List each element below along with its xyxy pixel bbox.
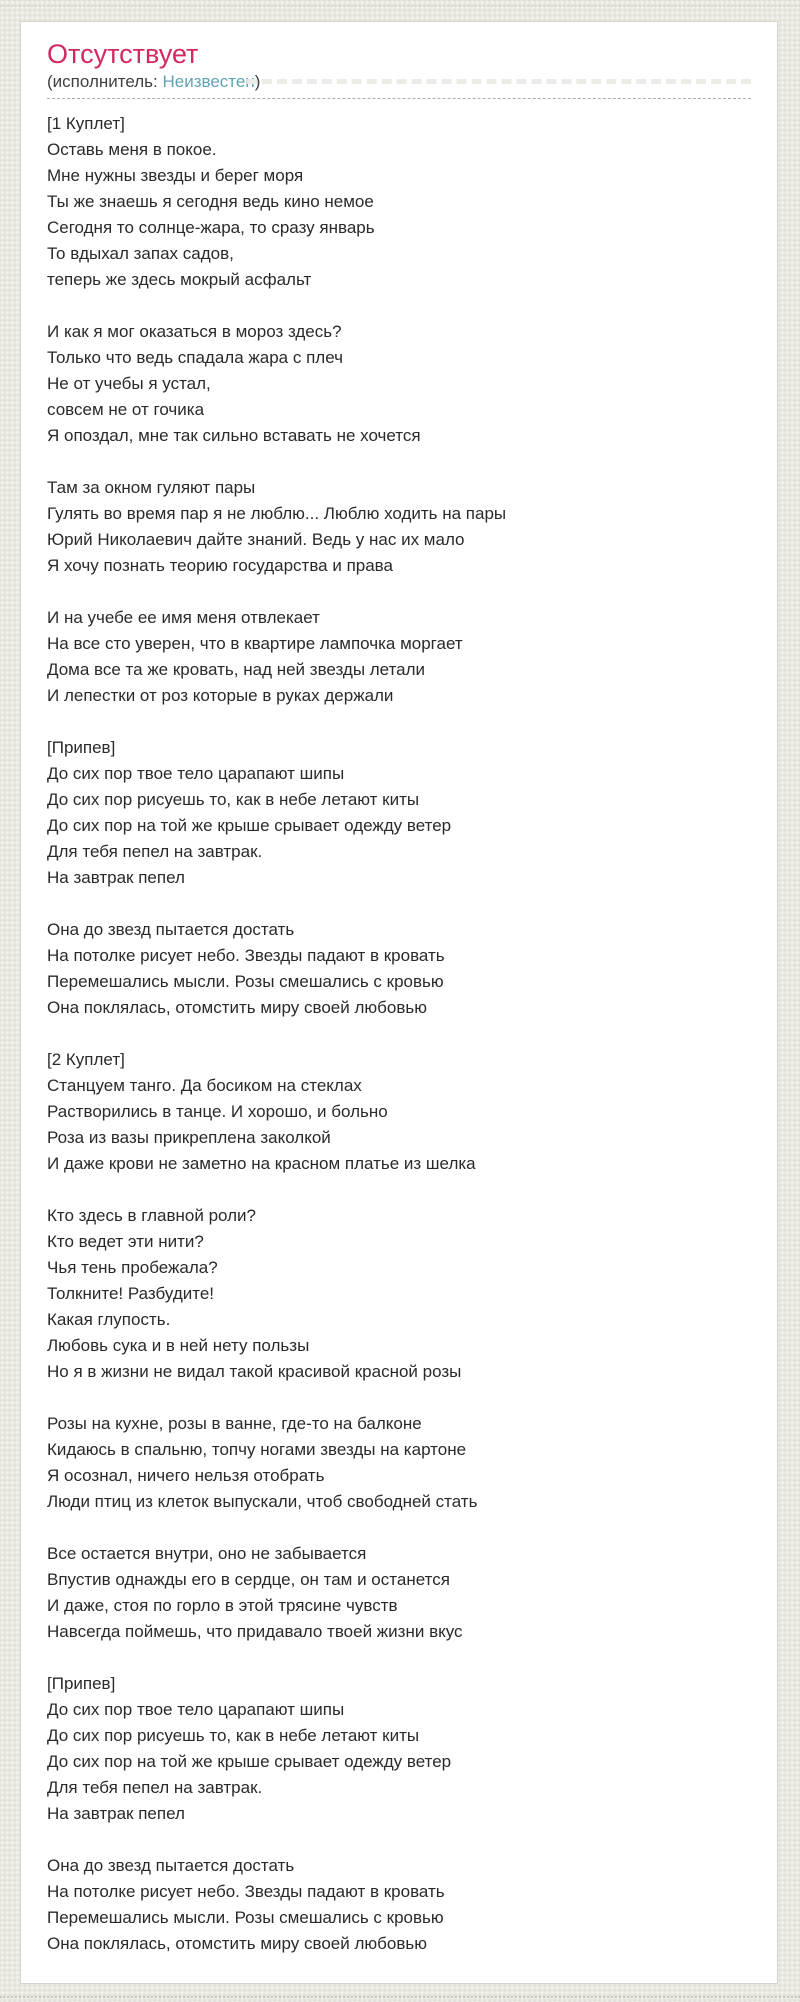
lyric-line: Люди птиц из клеток выпускали, чтоб свободней стать <box>47 1492 478 1511</box>
song-title: Отсутствует <box>47 39 199 69</box>
lyric-line: И лепестки от роз которые в руках держали <box>47 686 394 705</box>
header-faint-dashes <box>247 79 751 84</box>
lyric-line: Навсегда поймешь, что придавало твоей жизни вкус <box>47 1622 463 1641</box>
lyric-line: На потолке рисует небо. Звезды падают в кровать <box>47 1882 445 1901</box>
lyric-line: До сих пор на той же крыше срывает одежду ветер <box>47 1752 452 1771</box>
lyric-line: Впустив однажды его в сердце, он там и останется <box>47 1570 450 1589</box>
lyric-line: Я осознал, ничего нельзя отобрать <box>47 1466 325 1485</box>
lyric-line: До сих пор твое тело царапают шипы <box>47 764 345 783</box>
lyric-line: теперь же здесь мокрый асфальт <box>47 270 312 289</box>
lyric-line: На все сто уверен, что в квартире лампочка моргает <box>47 634 463 653</box>
artist-link[interactable]: Неизвестен <box>162 72 255 91</box>
lyric-line: Кто ведет эти нити? <box>47 1232 204 1251</box>
stanza <box>47 1541 751 1645</box>
lyric-line: И даже крови не заметно на красном платье из шелка <box>47 1154 476 1173</box>
lyric-line: Сегодня то солнце-жара, то сразу январь <box>47 218 375 237</box>
lyric-line: До сих пор рисуешь то, как в небе летают киты <box>47 790 420 809</box>
stanza <box>47 735 751 891</box>
lyric-line: И даже, стоя по горло в этой трясине чувств <box>47 1596 398 1615</box>
lyric-line: Оставь меня в покое. <box>47 140 217 159</box>
lyric-line: [1 Куплет] <box>47 114 125 133</box>
lyric-line: Перемешались мысли. Розы смешались с кровью <box>47 1908 444 1927</box>
lyric-line: Она до звезд пытается достать <box>47 1856 295 1875</box>
lyric-line: Любовь сука и в ней нету пользы <box>47 1336 310 1355</box>
lyric-line: [2 Куплет] <box>47 1050 125 1069</box>
page-bottom-dotted-line <box>0 1996 800 1998</box>
stanza <box>47 1411 751 1515</box>
lyric-line: [Припев] <box>47 738 116 757</box>
lyric-line: Кидаюсь в спальню, топчу ногами звезды на картоне <box>47 1440 467 1459</box>
stanza <box>47 1671 751 1827</box>
lyric-line: Розы на кухне, розы в ванне, где-то на балконе <box>47 1414 422 1433</box>
lyric-line: [Припев] <box>47 1674 116 1693</box>
lyric-line: Станцуем танго. Да босиком на стеклах <box>47 1076 362 1095</box>
lyric-line: Юрий Николаевич дайте знаний. Ведь у нас их мало <box>47 530 465 549</box>
lyric-line: Перемешались мысли. Розы смешались с кровью <box>47 972 444 991</box>
lyric-line: Я хочу познать теорию государства и права <box>47 556 393 575</box>
lyric-line: До сих пор на той же крыше срывает одежду ветер <box>47 816 452 835</box>
lyrics-card <box>20 21 778 1984</box>
lyric-line: Толкните! Разбудите! <box>47 1284 215 1303</box>
lyric-line: На завтрак пепел <box>47 1804 185 1823</box>
lyric-line: Она поклялась, отомстить миру своей любовью <box>47 998 427 1017</box>
lyric-line: Только что ведь спадала жара с плеч <box>47 348 343 367</box>
lyric-line: Мне нужны звезды и берег моря <box>47 166 304 185</box>
lyric-line: Все остается внутри, оно не забывается <box>47 1544 367 1563</box>
stanza <box>47 1047 751 1177</box>
stanza <box>47 319 751 449</box>
stanza <box>47 111 751 293</box>
artist-line <box>47 71 751 93</box>
lyric-line: Какая глупость. <box>47 1310 171 1329</box>
lyric-line: Она до звезд пытается достать <box>47 920 295 939</box>
lyric-line: Ты же знаешь я сегодня ведь кино немое <box>47 192 374 211</box>
lyric-line: На завтрак пепел <box>47 868 185 887</box>
lyric-line: Не от учебы я устал, <box>47 374 211 393</box>
lyric-line: Гулять во время пар я не люблю... Люблю ходить на пары <box>47 504 507 523</box>
lyric-line: И как я мог оказаться в мороз здесь? <box>47 322 342 341</box>
lyric-line: Для тебя пепел на завтрак. <box>47 842 263 861</box>
lyric-line: До сих пор рисуешь то, как в небе летают киты <box>47 1726 420 1745</box>
lyric-line: Растворились в танце. И хорошо, и больно <box>47 1102 388 1121</box>
lyric-line: Роза из вазы прикреплена заколкой <box>47 1128 331 1147</box>
stanza <box>47 1853 751 1957</box>
lyric-line: И на учебе ее имя меня отвлекает <box>47 608 320 627</box>
lyric-line: совсем не от гочика <box>47 400 205 419</box>
stanza <box>47 917 751 1021</box>
lyric-line: Она поклялась, отомстить миру своей любовью <box>47 1934 427 1953</box>
lyric-line: Дома все та же кровать, над ней звезды летали <box>47 660 426 679</box>
lyric-line: Но я в жизни не видал такой красивой красной розы <box>47 1362 462 1381</box>
lyrics <box>47 111 751 1957</box>
lyric-line: Чья тень пробежала? <box>47 1258 218 1277</box>
lyric-line: На потолке рисует небо. Звезды падают в кровать <box>47 946 445 965</box>
lyric-line: Для тебя пепел на завтрак. <box>47 1778 263 1797</box>
page-top-dotted-line <box>0 5 800 7</box>
lyric-line: Я опоздал, мне так сильно вставать не хочется <box>47 426 421 445</box>
stanza <box>47 605 751 709</box>
artist-label-suffix: ) <box>254 72 261 91</box>
lyric-line: До сих пор твое тело царапают шипы <box>47 1700 345 1719</box>
lyric-line: То вдыхал запах садов, <box>47 244 234 263</box>
lyric-line: Кто здесь в главной роли? <box>47 1206 257 1225</box>
artist-label-prefix: (исполнитель: <box>47 72 163 91</box>
stanza <box>47 475 751 579</box>
stanza <box>47 1203 751 1385</box>
lyric-line: Там за окном гуляют пары <box>47 478 256 497</box>
header-separator <box>47 98 751 99</box>
